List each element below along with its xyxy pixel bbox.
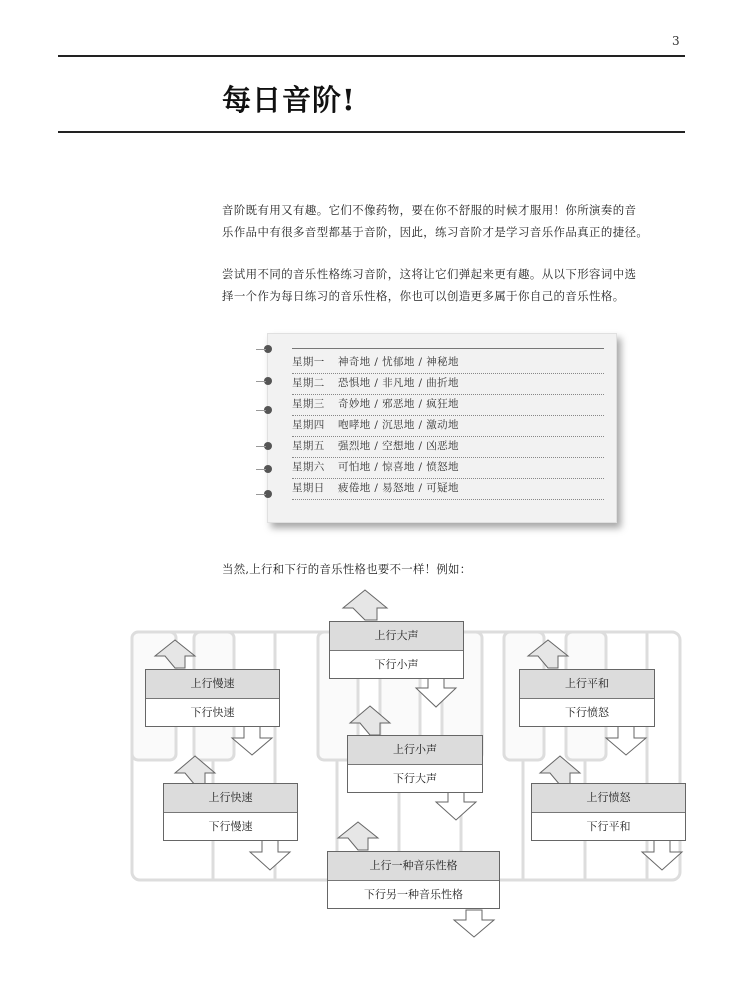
weekday-label: 星期二 <box>292 377 325 389</box>
down-label: 下行平和 <box>586 820 631 833</box>
up-label: 上行快速 <box>164 784 297 813</box>
up-label: 上行大声 <box>330 622 463 651</box>
down-label: 下行另一种音乐性格 <box>364 888 463 901</box>
example-box-calm-angry <box>519 669 655 727</box>
weekday-label: 星期三 <box>292 398 325 410</box>
down-label: 下行快速 <box>190 706 235 719</box>
list-item <box>292 457 604 479</box>
example-box-slow-fast <box>145 669 280 727</box>
weekday-label: 星期五 <box>292 440 325 452</box>
intro-paragraph-2 <box>222 263 686 307</box>
up-label: 上行一种音乐性格 <box>328 852 499 881</box>
page-number: 3 <box>672 34 680 48</box>
intro-paragraph-1 <box>222 199 686 243</box>
list-item <box>292 373 604 395</box>
page-title: 每日音阶! <box>222 83 356 117</box>
intro-paragraph-1-line-1: 音阶既有用又有趣。它们不像药物，要在你不舒服的时候才服用！你所演奏的音 <box>222 203 637 217</box>
weekday-moods: 神奇地 / 忧郁地 / 神秘地 <box>338 356 459 368</box>
binder-ring-tail <box>256 494 266 495</box>
header-rule-bottom <box>58 131 685 133</box>
down-label: 下行愤怒 <box>565 706 609 719</box>
example-box-soft-loud <box>347 735 483 793</box>
up-down-examples-diagram <box>0 580 743 960</box>
intro-paragraph-2-line-2: 择一个作为每日练习的音乐性格，你也可以创造更多属于你自己的音乐性格。 <box>222 289 625 303</box>
weekday-label: 星期日 <box>292 482 325 494</box>
binder-ring-tail <box>256 446 266 447</box>
weekday-label: 星期一 <box>292 356 325 368</box>
list-item <box>292 415 604 437</box>
examples-caption: 当然,上行和下行的音乐性格也要不一样！例如： <box>222 562 472 576</box>
weekday-label: 星期六 <box>292 461 325 473</box>
weekday-moods: 恐惧地 / 非凡地 / 曲折地 <box>338 377 459 389</box>
down-label: 下行大声 <box>393 772 437 785</box>
up-label: 上行平和 <box>520 670 654 699</box>
intro-paragraph-2-line-1: 尝试用不同的音乐性格练习音阶，这将让它们弹起来更有趣。从以下形容词中选 <box>222 267 637 281</box>
example-box-loud-soft <box>329 621 464 679</box>
up-label: 上行小声 <box>348 736 482 765</box>
weekday-moods: 咆哮地 / 沉思地 / 激动地 <box>338 419 459 431</box>
weekly-mood-notebook <box>267 333 617 523</box>
weekday-moods: 奇妙地 / 邪恶地 / 疯狂地 <box>338 398 459 410</box>
up-label: 上行愤怒 <box>532 784 685 813</box>
weekday-moods: 可怕地 / 惊喜地 / 愤怒地 <box>338 461 459 473</box>
down-label: 下行小声 <box>374 658 419 671</box>
intro-paragraph-1-line-2: 乐作品中有很多音型都基于音阶，因此，练习音阶才是学习音乐作品真正的捷径。 <box>222 225 649 239</box>
binder-ring-tail <box>256 410 266 411</box>
example-box-angry-calm <box>531 783 686 841</box>
up-label: 上行慢速 <box>146 670 279 699</box>
weekday-moods: 强烈地 / 空想地 / 凶恶地 <box>338 440 459 452</box>
binder-ring-tail <box>256 469 266 470</box>
notebook-top-line <box>292 348 604 349</box>
header-rule-top <box>58 55 685 57</box>
list-item <box>292 478 604 500</box>
weekday-label: 星期四 <box>292 419 325 431</box>
list-item <box>292 436 604 458</box>
list-item <box>292 352 604 374</box>
example-box-one-another <box>327 851 500 909</box>
weekday-moods: 疲倦地 / 易怒地 / 可疑地 <box>338 482 459 494</box>
down-label: 下行慢速 <box>208 820 253 833</box>
list-item <box>292 394 604 416</box>
example-box-fast-slow <box>163 783 298 841</box>
binder-ring-tail <box>256 349 266 350</box>
binder-ring-tail <box>256 381 266 382</box>
